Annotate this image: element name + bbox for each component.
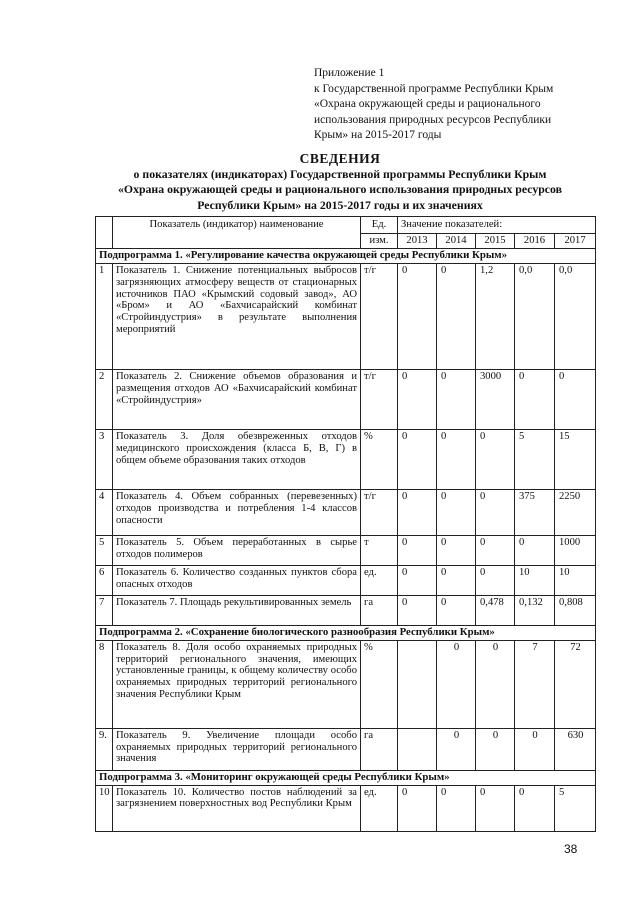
subtitle-line: Республики Крым» на 2015-2017 годы и их значениях [197,197,483,212]
year-cell: 2013 [398,233,437,248]
row-value: 0 [398,565,437,595]
row-name: Показатель 4. Объем собранных (перевезенных) отходов производства и потребления 1-4 классов опасности [113,489,361,535]
document-heading [80,150,600,213]
row-unit: % [361,640,398,728]
row-num: 4 [96,489,113,535]
row-value: 0 [476,640,515,728]
row-num: 1 [96,263,113,369]
table-row [96,785,596,831]
row-value: 0 [437,263,476,369]
row-num: 5 [96,535,113,565]
row-value: 0 [515,728,555,770]
row-value: 0 [398,595,437,625]
row-value: 630 [555,728,596,770]
row-value: 0 [476,565,515,595]
year-cell: 2017 [555,233,596,248]
row-value: 15 [555,429,596,489]
table-row [96,565,596,595]
document-title: СВЕДЕНИЯ [299,151,381,166]
row-value: 2250 [555,489,596,535]
row-value: 0 [476,785,515,831]
subprogram-title: Подпрограмма 3. «Мониторинг окружающей среды Республики Крым» [96,770,596,785]
table-row [96,369,596,429]
row-unit: га [361,728,398,770]
row-value [398,728,437,770]
header-unit-top: Ед. [361,217,398,234]
appendix-line: Приложение 1 [314,67,385,79]
table-header-row [96,217,596,234]
row-name: Показатель 1. Снижение потенциальных выбросов загрязняющих атмосферу веществ от стационарных источников ПАО «Крымский содовый завод», АО «Бром» и АО «Бахчисарайский комбинат «Стройиндустрия» в результате выполнения мероприятий [113,263,361,369]
header-unit-bottom: изм. [361,233,398,248]
row-value: 0 [437,369,476,429]
row-unit: т/г [361,369,398,429]
row-value: 0 [476,728,515,770]
year-cell: 2014 [437,233,476,248]
row-value: 0 [437,489,476,535]
table-row [96,429,596,489]
row-unit: ед. [361,565,398,595]
row-value: 1000 [555,535,596,565]
row-value: 0 [437,429,476,489]
row-num: 10 [96,785,113,831]
row-name: Показатель 3. Доля обезвреженных отходов медицинского происхождения (класса Б, В, Г) в общем объеме образования таких отходов [113,429,361,489]
row-value: 375 [515,489,555,535]
appendix-line: использования природных ресурсов Республики [314,113,552,126]
row-value: 0,132 [515,595,555,625]
subprogram-row [96,248,596,263]
row-unit: т/г [361,263,398,369]
row-value: 0 [398,429,437,489]
row-value: 0,478 [476,595,515,625]
row-value: 10 [555,565,596,595]
row-value: 5 [515,429,555,489]
row-num: 3 [96,429,113,489]
row-unit: т [361,535,398,565]
header-name-cell: Показатель (индикатор) наименование [113,217,361,249]
row-value: 0 [515,369,555,429]
row-value: 0 [476,535,515,565]
appendix-line: к Государственной программе Республики Крым [314,82,554,95]
row-name: Показатель 5. Объем переработанных в сырье отходов полимеров [113,535,361,565]
row-value: 3000 [476,369,515,429]
row-value: 0 [555,369,596,429]
row-value: 0 [437,728,476,770]
row-value: 0 [437,535,476,565]
row-name: Показатель 2. Снижение объемов образования и размещения отходов АО «Бахчисарайский комбинат «Стройиндустрия» [113,369,361,429]
row-value: 0 [515,785,555,831]
row-num: 7 [96,595,113,625]
row-unit: т/г [361,489,398,535]
row-value: 0,808 [555,595,596,625]
subprogram-row [96,625,596,640]
row-value: 0 [437,640,476,728]
row-name: Показатель 9. Увеличение площади особо охраняемых природных территорий регионального значения [113,728,361,770]
page-number: 38 [564,842,578,856]
row-value: 0 [437,565,476,595]
year-cell: 2016 [515,233,555,248]
row-value: 72 [555,640,596,728]
row-unit: % [361,429,398,489]
table-row [96,728,596,770]
row-value: 10 [515,565,555,595]
row-value: 0 [398,263,437,369]
row-value: 0 [515,535,555,565]
row-value: 0 [398,369,437,429]
row-name: Показатель 7. Площадь рекультивированных земель [113,595,361,625]
row-num: 2 [96,369,113,429]
row-value: 0 [437,595,476,625]
row-value: 0 [398,489,437,535]
row-value: 0 [476,489,515,535]
row-name: Показатель 10. Количество постов наблюдений за загрязнением поверхностных вод Республики Крым [113,785,361,831]
table-row [96,595,596,625]
header-values-cell: Значение показателей: [398,217,596,234]
row-value: 0 [398,535,437,565]
row-num: 9. [96,728,113,770]
indicators-table [95,216,596,832]
row-value [398,640,437,728]
row-value: 0,0 [555,263,596,369]
year-cell: 2015 [476,233,515,248]
table-row [96,535,596,565]
row-value: 5 [555,785,596,831]
row-value: 7 [515,640,555,728]
header-num-cell [96,217,113,249]
table-row [96,640,596,728]
row-unit: га [361,595,398,625]
table-row [96,489,596,535]
table-row [96,263,596,369]
row-value: 0 [437,785,476,831]
row-value: 1,2 [476,263,515,369]
subtitle-line: о показателях (индикаторах) Государственной программы Республики Крым [133,167,547,181]
subprogram-title: Подпрограмма 1. «Регулирование качества окружающей среды Республики Крым» [96,248,596,263]
subprogram-row [96,770,596,785]
row-name: Показатель 6. Количество созданных пунктов сбора опасных отходов [113,565,361,595]
row-value: 0 [476,429,515,489]
row-num: 6 [96,565,113,595]
subtitle-line: «Охрана окружающей среды и рационального использования природных ресурсов [118,182,562,197]
row-name: Показатель 8. Доля особо охраняемых природных территорий регионального значения, имеющих установленные границы, к общему количеству особо охраняемых природных территорий регионального значения Республики Крым [113,640,361,728]
appendix-block [314,66,614,144]
subprogram-title: Подпрограмма 2. «Сохранение биологического разнообразия Республики Крым» [96,625,596,640]
row-num: 8 [96,640,113,728]
row-value: 0 [398,785,437,831]
row-value: 0,0 [515,263,555,369]
row-unit: ед. [361,785,398,831]
appendix-line: «Охрана окружающей среды и рационального [314,98,541,111]
appendix-line: Крым» на 2015-2017 годы [314,129,442,142]
